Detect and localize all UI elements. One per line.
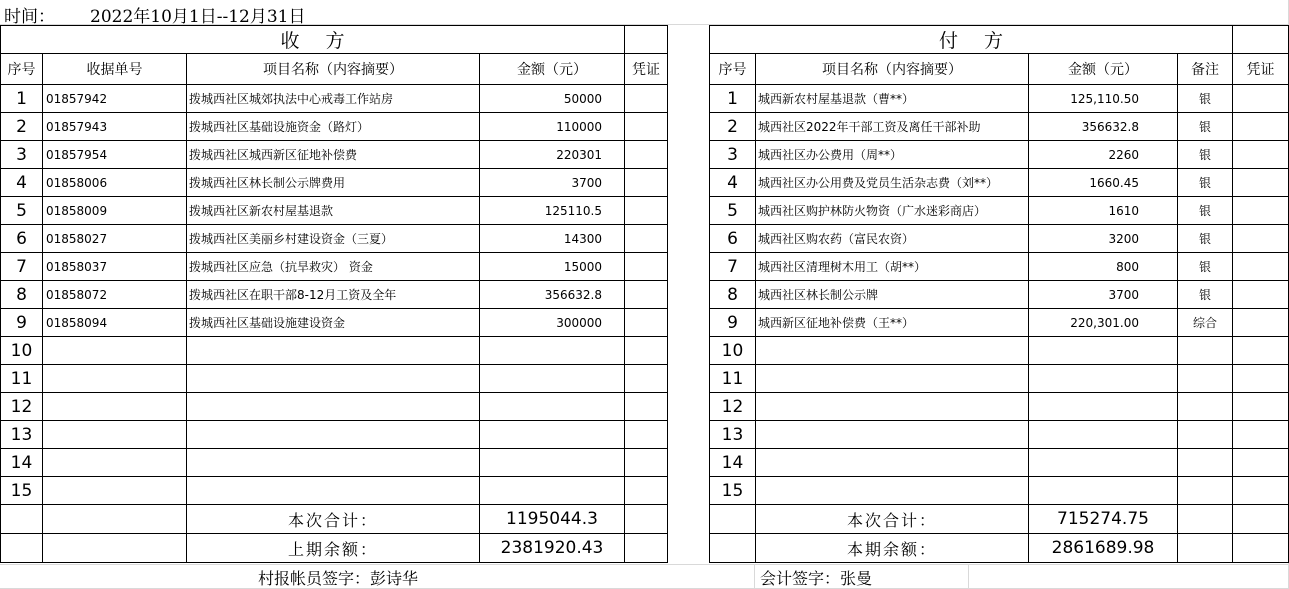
expense-ledger-table (709, 25, 1289, 563)
amount: 1660.45 (1029, 169, 1178, 197)
header-receipt-no: 收据单号 (43, 54, 187, 85)
voucher-cell (1233, 225, 1289, 253)
income-total-label: 本次合计： (187, 505, 480, 534)
gridline (968, 565, 969, 589)
income-table-row (1, 337, 668, 365)
row-seq: 8 (710, 281, 756, 309)
row-seq: 12 (1, 393, 43, 421)
header-note: 备注 (1178, 54, 1233, 85)
item-name (187, 337, 480, 365)
amount (480, 477, 625, 505)
gridline (0, 564, 1289, 565)
voucher-cell (1233, 197, 1289, 225)
voucher-cell (1233, 113, 1289, 141)
voucher-cell (625, 309, 668, 337)
empty-cell (625, 505, 668, 534)
accountant-signature: 会计签字：张曼 (760, 569, 873, 588)
expense-table-row (710, 421, 1289, 449)
amount: 50000 (480, 85, 625, 113)
row-seq: 12 (710, 393, 756, 421)
amount: 15000 (480, 253, 625, 281)
item-name (187, 393, 480, 421)
amount (480, 337, 625, 365)
item-name: 拨城西社区新农村屋基退款 (187, 197, 480, 225)
receipt-no: 01857954 (43, 141, 187, 169)
note: 综合 (1178, 309, 1233, 337)
income-table-row (1, 309, 668, 337)
empty-cell (1178, 534, 1233, 563)
amount (1029, 449, 1178, 477)
item-name: 拨城西社区林长制公示牌费用 (187, 169, 480, 197)
row-seq: 2 (710, 113, 756, 141)
amount (1029, 365, 1178, 393)
empty-cell (1233, 26, 1289, 54)
receipt-no: 01858094 (43, 309, 187, 337)
note (1178, 393, 1233, 421)
note: 银 (1178, 225, 1233, 253)
row-seq: 7 (1, 253, 43, 281)
voucher-cell (1233, 449, 1289, 477)
income-table-row (1, 225, 668, 253)
item-name (187, 421, 480, 449)
empty-cell (1, 505, 43, 534)
note: 银 (1178, 85, 1233, 113)
income-total-row (1, 505, 668, 534)
expense-table-row (710, 309, 1289, 337)
voucher-cell (625, 281, 668, 309)
amount: 220,301.00 (1029, 309, 1178, 337)
row-seq: 10 (1, 337, 43, 365)
income-table-row (1, 477, 668, 505)
expense-table-row (710, 141, 1289, 169)
receipt-no: 01858037 (43, 253, 187, 281)
voucher-cell (1233, 253, 1289, 281)
row-seq: 5 (710, 197, 756, 225)
income-table-row (1, 253, 668, 281)
item-name: 拨城西社区应急（抗旱救灾） 资金 (187, 253, 480, 281)
empty-cell (625, 534, 668, 563)
expense-total-value: 715274.75 (1029, 505, 1178, 534)
item-name: 城西社区办公用费及党员生活杂志费（刘**） (756, 169, 1029, 197)
row-seq: 14 (1, 449, 43, 477)
voucher-cell (625, 393, 668, 421)
voucher-cell (1233, 365, 1289, 393)
row-seq: 7 (710, 253, 756, 281)
voucher-cell (625, 477, 668, 505)
item-name: 城西社区购农药（富民农资） (756, 225, 1029, 253)
income-table-row (1, 169, 668, 197)
amount: 220301 (480, 141, 625, 169)
amount (480, 421, 625, 449)
amount (480, 449, 625, 477)
row-seq: 11 (1, 365, 43, 393)
item-name (756, 421, 1029, 449)
item-name: 城西社区清理树木用工（胡**） (756, 253, 1029, 281)
empty-cell (710, 534, 756, 563)
item-name: 城西新区征地补偿费（王**） (756, 309, 1029, 337)
gridline (754, 565, 755, 589)
note: 银 (1178, 253, 1233, 281)
item-name: 城西社区2022年干部工资及离任干部补助 (756, 113, 1029, 141)
header-seq: 序号 (710, 54, 756, 85)
balance-value: 2861689.98 (1029, 534, 1178, 563)
voucher-cell (1233, 281, 1289, 309)
receipt-no (43, 393, 187, 421)
amount (480, 365, 625, 393)
receipt-no: 01858009 (43, 197, 187, 225)
row-seq: 1 (710, 85, 756, 113)
note: 银 (1178, 281, 1233, 309)
item-name (756, 449, 1029, 477)
item-name: 城西社区办公费用（周**） (756, 141, 1029, 169)
amount: 110000 (480, 113, 625, 141)
row-seq: 15 (1, 477, 43, 505)
voucher-cell (625, 365, 668, 393)
receipt-no: 01858072 (43, 281, 187, 309)
time-label: 时间： (4, 7, 55, 27)
income-table-row (1, 281, 668, 309)
amount: 125,110.50 (1029, 85, 1178, 113)
expense-table-row (710, 253, 1289, 281)
amount: 356632.8 (480, 281, 625, 309)
prev-balance-value: 2381920.43 (480, 534, 625, 563)
voucher-cell (625, 169, 668, 197)
expense-header-row (710, 54, 1289, 85)
note (1178, 449, 1233, 477)
income-table-row (1, 113, 668, 141)
empty-cell (43, 505, 187, 534)
header-voucher: 凭证 (1233, 54, 1289, 85)
amount: 14300 (480, 225, 625, 253)
expense-table-row (710, 85, 1289, 113)
amount: 3700 (1029, 281, 1178, 309)
item-name: 城西社区购护林防火物资（广水迷彩商店） (756, 197, 1029, 225)
amount (1029, 421, 1178, 449)
income-table-row (1, 365, 668, 393)
amount: 3200 (1029, 225, 1178, 253)
row-seq: 13 (710, 421, 756, 449)
receipt-no: 01858027 (43, 225, 187, 253)
note (1178, 337, 1233, 365)
amount: 300000 (480, 309, 625, 337)
row-seq: 5 (1, 197, 43, 225)
empty-cell (43, 534, 187, 563)
voucher-cell (625, 141, 668, 169)
header-amount: 金额（元） (1029, 54, 1178, 85)
expense-table-row (710, 113, 1289, 141)
expense-total-row (710, 505, 1289, 534)
row-seq: 3 (1, 141, 43, 169)
receipt-no (43, 337, 187, 365)
voucher-cell (1233, 309, 1289, 337)
empty-cell (710, 505, 756, 534)
income-title-row (1, 26, 668, 54)
voucher-cell (1233, 85, 1289, 113)
row-seq: 13 (1, 421, 43, 449)
item-name (187, 477, 480, 505)
income-table-row (1, 197, 668, 225)
item-name: 拨城西社区在职干部8-12月工资及全年 (187, 281, 480, 309)
item-name (187, 449, 480, 477)
row-seq: 6 (1, 225, 43, 253)
balance-row (710, 534, 1289, 563)
time-value: 2022年10月1日--12月31日 (90, 7, 306, 27)
row-seq: 8 (1, 281, 43, 309)
voucher-cell (625, 197, 668, 225)
receipt-no (43, 477, 187, 505)
header-seq: 序号 (1, 54, 43, 85)
note: 银 (1178, 169, 1233, 197)
voucher-cell (625, 337, 668, 365)
expense-table-row (710, 169, 1289, 197)
receipt-no: 01858006 (43, 169, 187, 197)
note: 银 (1178, 197, 1233, 225)
header-item-name: 项目名称（内容摘要） (756, 54, 1029, 85)
income-section-title: 收方 (1, 26, 625, 54)
row-seq: 4 (1, 169, 43, 197)
income-total-value: 1195044.3 (480, 505, 625, 534)
empty-cell (1233, 534, 1289, 563)
income-table-row (1, 421, 668, 449)
row-seq: 9 (710, 309, 756, 337)
expense-table-row (710, 477, 1289, 505)
income-table-row (1, 141, 668, 169)
voucher-cell (1233, 477, 1289, 505)
amount (1029, 477, 1178, 505)
row-seq: 4 (710, 169, 756, 197)
empty-cell (1, 534, 43, 563)
item-name (187, 365, 480, 393)
income-table-row (1, 393, 668, 421)
expense-table-row (710, 365, 1289, 393)
amount (480, 393, 625, 421)
receipt-no: 01857943 (43, 113, 187, 141)
voucher-cell (625, 253, 668, 281)
row-seq: 9 (1, 309, 43, 337)
item-name: 拨城西社区美丽乡村建设资金（三夏） (187, 225, 480, 253)
amount: 3700 (480, 169, 625, 197)
row-seq: 10 (710, 337, 756, 365)
amount: 356632.8 (1029, 113, 1178, 141)
expense-table-row (710, 337, 1289, 365)
item-name (756, 477, 1029, 505)
item-name (756, 393, 1029, 421)
row-seq: 1 (1, 85, 43, 113)
item-name: 拨城西社区城西新区征地补偿费 (187, 141, 480, 169)
prev-balance-label: 上期余额： (187, 534, 480, 563)
note (1178, 365, 1233, 393)
income-table-row (1, 85, 668, 113)
income-table-row (1, 449, 668, 477)
voucher-cell (1233, 169, 1289, 197)
item-name: 城西社区林长制公示牌 (756, 281, 1029, 309)
item-name: 拨城西社区基础设施资金（路灯） (187, 113, 480, 141)
receipt-no (43, 421, 187, 449)
expense-table-row (710, 281, 1289, 309)
empty-cell (625, 26, 668, 54)
note (1178, 477, 1233, 505)
prev-balance-row (1, 534, 668, 563)
voucher-cell (1233, 421, 1289, 449)
empty-cell (1233, 505, 1289, 534)
header-item-name: 项目名称（内容摘要） (187, 54, 480, 85)
amount (1029, 337, 1178, 365)
item-name: 拨城西社区城郊执法中心戒毒工作站房 (187, 85, 480, 113)
voucher-cell (625, 113, 668, 141)
row-seq: 11 (710, 365, 756, 393)
receipt-no: 01857942 (43, 85, 187, 113)
receipt-no (43, 365, 187, 393)
note (1178, 421, 1233, 449)
row-seq: 15 (710, 477, 756, 505)
reporter-signature: 村报帐员签字：彭诗华 (258, 569, 419, 588)
item-name (756, 337, 1029, 365)
amount: 1610 (1029, 197, 1178, 225)
note: 银 (1178, 113, 1233, 141)
amount (1029, 393, 1178, 421)
voucher-cell (1233, 393, 1289, 421)
header-voucher: 凭证 (625, 54, 668, 85)
expense-section-title: 付方 (710, 26, 1233, 54)
item-name: 拨城西社区基础设施建设资金 (187, 309, 480, 337)
amount: 800 (1029, 253, 1178, 281)
expense-table-row (710, 197, 1289, 225)
item-name (756, 365, 1029, 393)
expense-table-row (710, 393, 1289, 421)
voucher-cell (1233, 337, 1289, 365)
voucher-cell (625, 85, 668, 113)
item-name: 城西新农村屋基退款（曹**） (756, 85, 1029, 113)
voucher-cell (1233, 141, 1289, 169)
income-header-row (1, 54, 668, 85)
amount: 125110.5 (480, 197, 625, 225)
row-seq: 3 (710, 141, 756, 169)
empty-cell (1178, 505, 1233, 534)
expense-total-label: 本次合计： (756, 505, 1029, 534)
amount: 2260 (1029, 141, 1178, 169)
expense-table-row (710, 449, 1289, 477)
header-amount: 金额（元） (480, 54, 625, 85)
receipt-no (43, 449, 187, 477)
expense-title-row (710, 26, 1289, 54)
row-seq: 14 (710, 449, 756, 477)
expense-table-row (710, 225, 1289, 253)
voucher-cell (625, 421, 668, 449)
note: 银 (1178, 141, 1233, 169)
row-seq: 6 (710, 225, 756, 253)
income-ledger-table (0, 25, 668, 563)
row-seq: 2 (1, 113, 43, 141)
voucher-cell (625, 449, 668, 477)
voucher-cell (625, 225, 668, 253)
balance-label: 本期余额： (756, 534, 1029, 563)
